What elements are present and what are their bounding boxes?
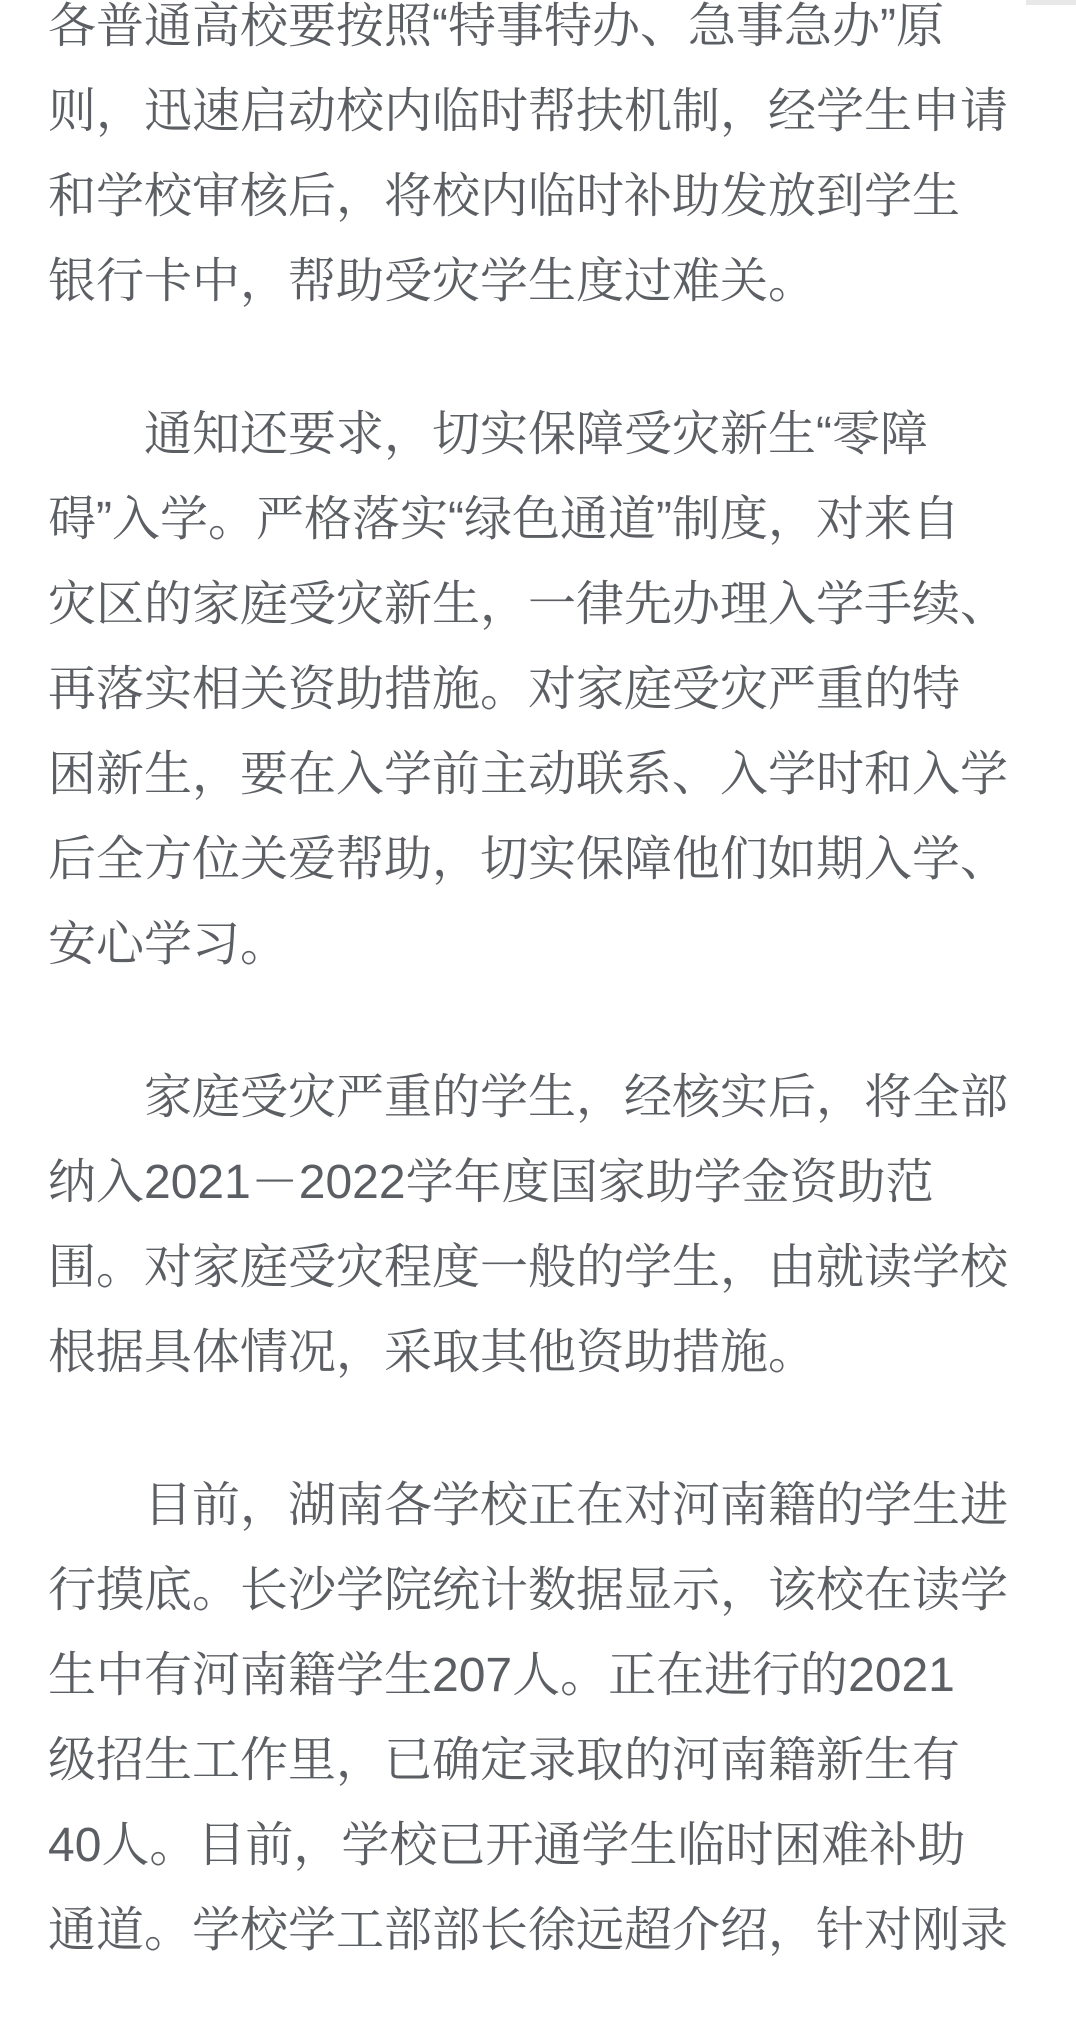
paragraph xyxy=(48,1055,1028,1395)
text-line: 再落实相关资助措施。对家庭受灾严重的特 xyxy=(48,663,961,716)
text-line: 纳入2021－2022学年度国家助学金资助范 xyxy=(48,1156,934,1209)
text-line: 级招生工作里，已确定录取的河南籍新生有 xyxy=(48,1734,961,1787)
text-line: 生中有河南籍学生207人。正在进行的2021 xyxy=(48,1649,955,1702)
article-body xyxy=(48,0,1028,2041)
paragraph xyxy=(48,392,1028,987)
text-line: 各普通高校要按照“特事特办、急事急办”原 xyxy=(48,0,944,53)
text-line: 家庭受灾严重的学生，经核实后，将全部 xyxy=(144,1071,1009,1124)
text-line: 目前，湖南各学校正在对河南籍的学生进 xyxy=(144,1479,1009,1532)
text-line: 行摸底。长沙学院统计数据显示，该校在读学 xyxy=(48,1564,1009,1617)
text-line: 碍”入学。严格落实“绿色通道”制度，对来自 xyxy=(48,493,960,546)
text-line: 后全方位关爱帮助，切实保障他们如期入学、 xyxy=(48,833,1009,886)
text-line: 围。对家庭受灾程度一般的学生，由就读学校 xyxy=(48,1241,1009,1294)
text-line: 通道。学校学工部部长徐远超介绍，针对刚录 xyxy=(48,1904,1009,1957)
text-line: 通知还要求，切实保障受灾新生“零障 xyxy=(144,408,928,461)
text-line: 安心学习。 xyxy=(48,918,289,971)
text-line: 和学校审核后，将校内临时补助发放到学生 xyxy=(48,170,961,223)
text-line: 根据具体情况，采取其他资助措施。 xyxy=(48,1326,817,1379)
text-line: 银行卡中，帮助受灾学生度过难关。 xyxy=(48,255,817,308)
text-line: 困新生，要在入学前主动联系、入学时和入学 xyxy=(48,748,1009,801)
top-right-divider xyxy=(1026,0,1076,5)
paragraph xyxy=(48,1463,1028,1973)
paragraph xyxy=(48,0,1028,324)
text-line: 灾区的家庭受灾新生，一律先办理入学手续、 xyxy=(48,578,1009,631)
text-line: 40人。目前，学校已开通学生临时困难补助 xyxy=(48,1819,966,1872)
text-line: 则，迅速启动校内临时帮扶机制，经学生申请 xyxy=(48,85,1009,138)
